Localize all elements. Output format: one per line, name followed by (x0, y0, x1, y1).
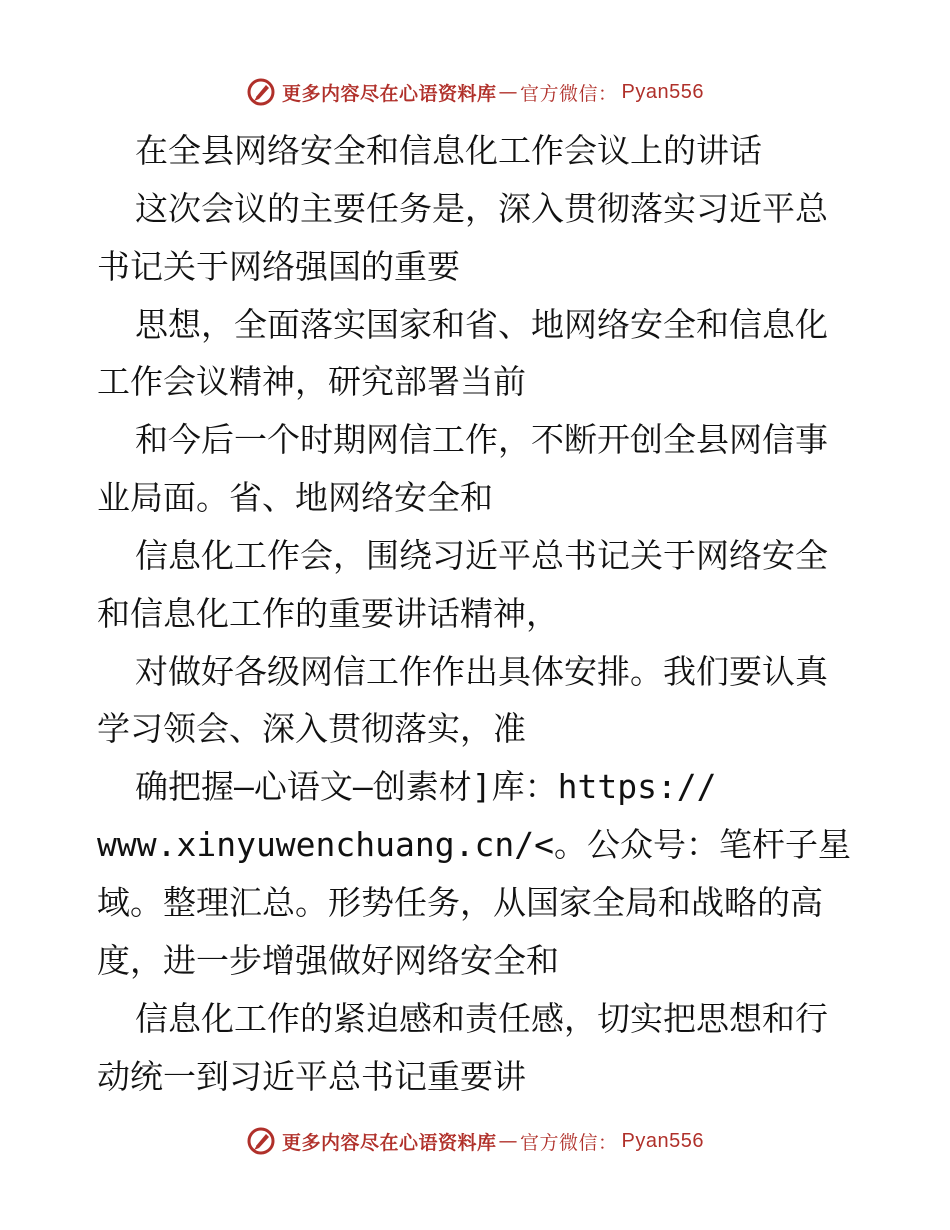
text-line: 和今后一个时期网信工作，不断开创全县网信事 (135, 420, 828, 460)
header-banner-dash: — (498, 81, 519, 103)
footer-banner-label: 官方微信： (520, 1131, 618, 1154)
text-line: 思想，全面落实国家和省、地网络安全和信息化 (135, 304, 828, 344)
document-title: 在全县网络安全和信息化工作会议上的讲话 (135, 131, 762, 170)
text-line: www.xinyuwenchuang.cn/<。公众号：笔杆子星 (97, 825, 851, 865)
text-line: 信息化工作的紧迫感和责任感，切实把思想和行 (135, 998, 828, 1038)
footer-banner-id: Pyan556 (621, 1129, 704, 1152)
text-line: 这次会议的主要任务是，深入贯彻落实习近平总 (135, 188, 828, 228)
text-line: 学习领会、深入贯彻落实，准 (97, 709, 526, 749)
text-line: 信息化工作会，围绕习近平总书记关于网络安全 (135, 535, 828, 575)
footer-banner-dash: — (498, 1130, 519, 1152)
document-body (97, 122, 857, 1105)
logo-icon (246, 1126, 276, 1156)
text-line: 工作会议精神，研究部署当前 (97, 362, 526, 402)
text-line: 确把握—心语文—创素材]库：https:// (135, 767, 717, 807)
footer-banner-text: 更多内容尽在心语资料库 (282, 1131, 497, 1154)
header-banner (0, 72, 950, 112)
text-line: 对做好各级网信工作作出具体安排。我们要认真 (135, 651, 828, 691)
header-banner-label: 官方微信： (520, 82, 618, 105)
footer-banner (0, 1121, 950, 1161)
text-line: 业局面。省、地网络安全和 (97, 478, 493, 518)
text-line: 书记关于网络强国的重要 (97, 246, 460, 286)
text-line: 和信息化工作的重要讲话精神， (97, 593, 559, 633)
header-banner-text: 更多内容尽在心语资料库 (282, 82, 497, 105)
text-line: 度，进一步增强做好网络安全和 (97, 940, 559, 980)
logo-icon (246, 77, 276, 107)
header-banner-id: Pyan556 (621, 80, 704, 103)
text-line: 动统一到习近平总书记重要讲 (97, 1056, 526, 1096)
text-line: 域。整理汇总。形势任务，从国家全局和战略的高 (97, 882, 823, 922)
